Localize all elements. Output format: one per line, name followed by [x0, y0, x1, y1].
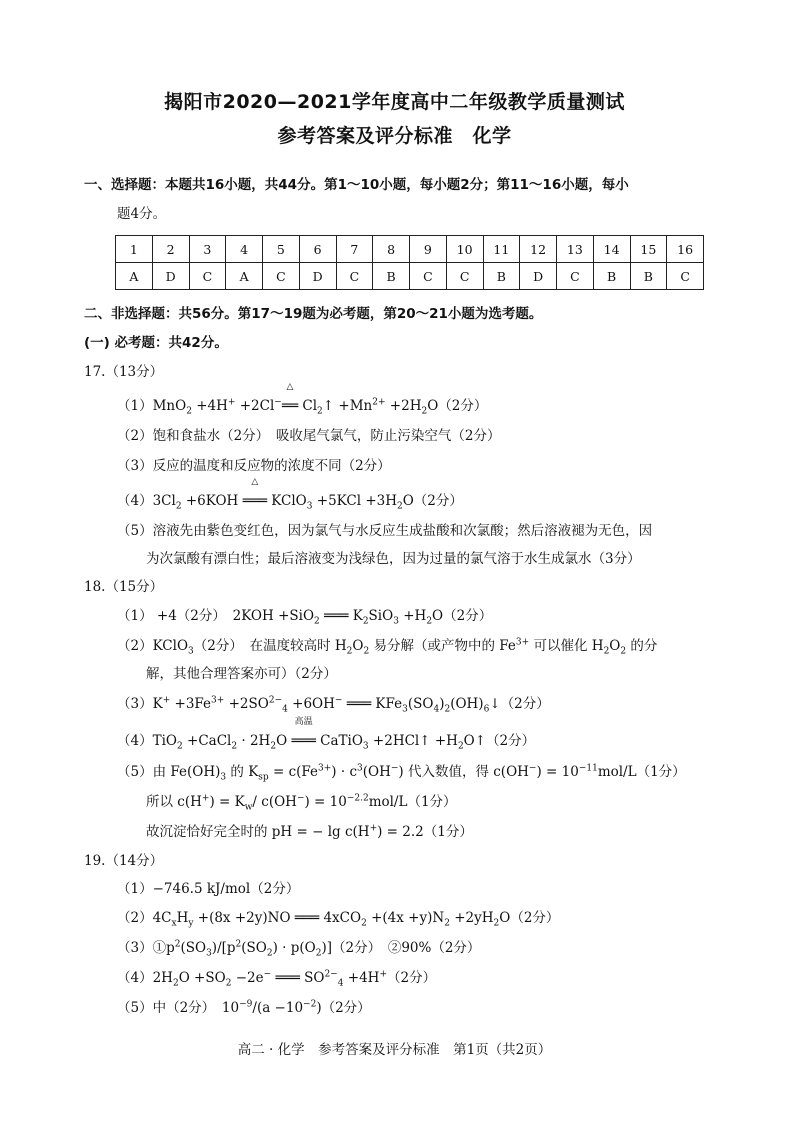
q17-answer-1: （1）MnO$_2$ +4H+ +2Cl− △ ══ $Cl_2↑ +Mn^{2+} +2H_2O(2$分） — [117, 382, 488, 417]
q17-answer-5-line2: 为次氯酸有漂白性；最后溶液变为浅绿色，因为过量的氯气溶于水生成氯水（3分） — [146, 551, 641, 567]
q18-answer-2-line1: （2）KClO$_3$（2分） 在温度较高时 $H_2O_2$ 易分解（或产物中的 $Fe^{3+}$ 可以催化 $H_2O_2$ 的分 — [117, 637, 658, 657]
page-subtitle: 参考答案及评分标准 化学 — [277, 125, 512, 147]
answer-number-cell: 14 — [593, 236, 630, 263]
answer-number-cell: 7 — [336, 236, 373, 263]
answer-letter-cell: D — [520, 263, 557, 290]
q17-answer-3: （3）反应的温度和反应物的浓度不同（2分） — [117, 458, 391, 474]
answer-number-cell: 16 — [667, 236, 704, 263]
q18-answer-5-line3: 故沉淀恰好完全时的 pH = − lg c(H+) = 2.2（1分） — [146, 823, 473, 840]
q19-answer-4: $(4)2H_2O +SO_2 -2e^-$ ═══ $SO^{2-}_4 +4H^+(2$分） — [117, 969, 437, 989]
answer-number-cell: 4 — [226, 236, 263, 263]
heat-equals-sign: △ ══ — [281, 382, 299, 414]
answer-table — [115, 235, 704, 290]
q18-answer-4: （4）TiO$_2$ +CaCl$_2$ · $2H_2O$ 高温 ═══ CaTiO$_3$ +2HCl↑ $+H_2O↑(2$分） — [117, 717, 536, 752]
part2-heading: 二、非选择题：共56分。第17～19题为必考题，第20～21小题为选考题。 — [84, 306, 543, 322]
answer-number-row — [116, 236, 704, 263]
answer-number-cell: 3 — [189, 236, 226, 263]
answer-letter-cell: C — [557, 263, 594, 290]
q17-answer-4: $(4)3Cl_2 +6KOH$ △ ═══ KClO$_3$ $+5KCl +3H_2O(2$分） — [117, 477, 463, 512]
answer-letter-cell: C — [189, 263, 226, 290]
answer-number-cell: 9 — [410, 236, 447, 263]
answer-number-cell: 6 — [299, 236, 336, 263]
answer-letter-cell: B — [483, 263, 520, 290]
q19-answer-3: $(3)①p^2(SO_3)/[p^2(SO_2) \cdot p(O_2)](2$分） ②90%（2分） — [117, 939, 481, 959]
answer-letter-cell: C — [410, 263, 447, 290]
answer-letter-cell: C — [446, 263, 483, 290]
q18-answer-2-line2: 解，其他合理答案亦可）（2分） — [146, 666, 337, 682]
heat-equals-sign: △ ═══ — [242, 477, 267, 509]
answer-letter-cell: C — [336, 263, 373, 290]
answer-number-cell: 15 — [630, 236, 667, 263]
q18-answer-3: $(3)K^+ +3Fe^{3+} +2SO^{2-}_4 +6OH^-$ ═══ $KFe_3(SO_4)_2(OH)_6↓(2$分） — [117, 695, 550, 715]
page-footer: 高二 · 化学 参考答案及评分标准 第1页（共2页） — [237, 1042, 552, 1058]
answer-number-cell: 5 — [263, 236, 300, 263]
answer-letter-cell: D — [299, 263, 336, 290]
answer-letter-cell: D — [152, 263, 189, 290]
q19-answer-1: （1）−746.5 kJ/mol（2分） — [117, 881, 300, 897]
q18-answer-5-line1: （5）由 $Fe(OH)_3$ 的 $K_{sp} = c(Fe^{3+}) \cdot c^3(OH^-)$ 代入数值，得 $c(OH^-) = 10^{-11}mol/L(1$分） — [117, 763, 686, 783]
q17-answer-5-line1: （5）溶液先由紫色变红色，因为氯气与水反应生成盐酸和次氯酸；然后溶液褪为无色，因 — [117, 523, 653, 539]
answer-number-cell: 11 — [483, 236, 520, 263]
page-title: 揭阳市2020—2021学年度高中二年级教学质量测试 — [164, 91, 625, 113]
answer-letter-cell: C — [263, 263, 300, 290]
q19-label: 19.（14分） — [84, 853, 164, 869]
q18-answer-5-line2: 所以 $c(H^+) = K_w/$ $c(OH^-) = 10^{-2.2}mol/L(1$分） — [146, 793, 457, 813]
answer-letter-row — [116, 263, 704, 290]
high-temp-equals-sign: 高温 ═══ — [291, 717, 316, 749]
q18-answer-1: （1） +4（2分） 2KOH +SiO$_2$ ═══ $K_2SiO_3 +H_2O(2$分） — [117, 608, 493, 627]
q19-answer-2: $(2)4C_xH_y +(8x +2y)NO$ ═══ $4xCO_2 +(4x +y)N_2 +2yH_2O(2$分） — [117, 910, 560, 929]
q17-answer-2: （2）饱和食盐水（2分） 吸收尾气氯气，防止污染空气（2分） — [117, 428, 501, 444]
answer-letter-cell: A — [116, 263, 153, 290]
part2-subheading: (一) 必考题：共42分。 — [84, 335, 228, 351]
q18-label: 18.（15分） — [84, 579, 164, 595]
answer-letter-cell: A — [226, 263, 263, 290]
answer-letter-cell: B — [593, 263, 630, 290]
answer-number-cell: 1 — [116, 236, 153, 263]
part1-heading: 一、选择题：本题共16小题，共44分。第1～10小题，每小题2分；第11～16小题，每小 — [84, 177, 629, 193]
answer-number-cell: 8 — [373, 236, 410, 263]
q19-answer-5: （5）中（2分） $10^{-9}/(a -10^{-2})(2$分） — [117, 999, 371, 1016]
answer-number-cell: 12 — [520, 236, 557, 263]
part1-heading-cont: 题4分。 — [117, 206, 167, 222]
answer-number-cell: 10 — [446, 236, 483, 263]
answer-number-cell: 13 — [557, 236, 594, 263]
q17-label: 17.（13分） — [84, 364, 164, 380]
answer-letter-cell: B — [373, 263, 410, 290]
answer-letter-cell: C — [667, 263, 704, 290]
answer-number-cell: 2 — [152, 236, 189, 263]
answer-letter-cell: B — [630, 263, 667, 290]
